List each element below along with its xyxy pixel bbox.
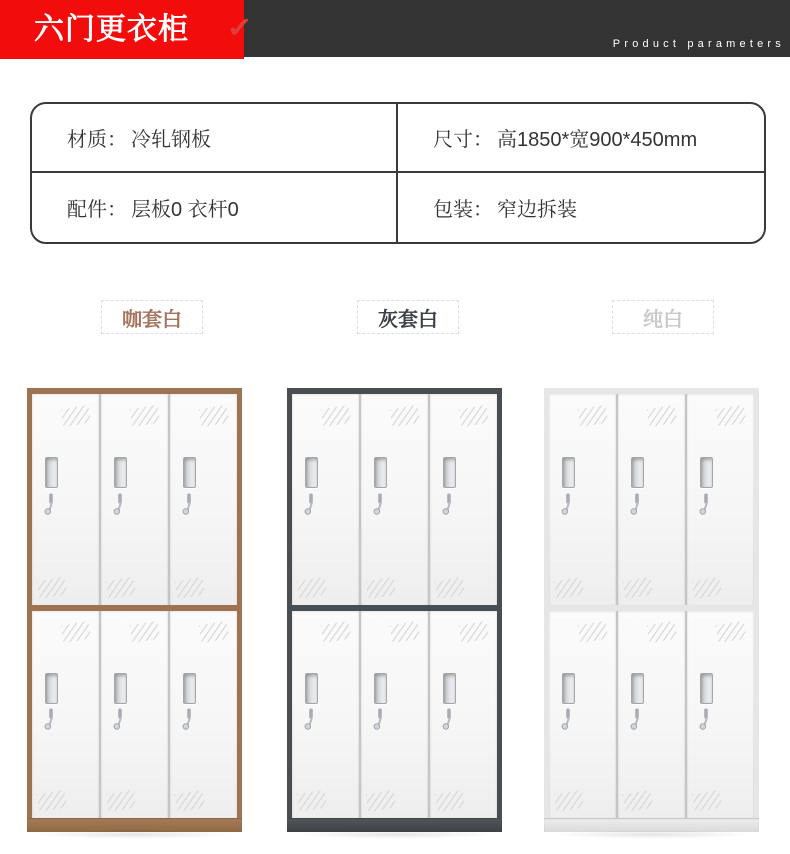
vent-icon — [692, 576, 723, 599]
door-lock-icon — [699, 708, 711, 739]
spec-cell-material — [32, 104, 398, 173]
door-handle-icon — [443, 457, 456, 488]
vent-icon — [175, 576, 206, 599]
door-handle-icon — [45, 457, 58, 488]
door-handle-icon — [374, 673, 387, 704]
vent-icon — [61, 621, 92, 644]
color-option-grey-white[interactable]: 灰套白 — [357, 300, 459, 334]
spec-label: 材质： — [67, 129, 127, 151]
door-handle-icon — [700, 457, 713, 488]
locker-door — [430, 394, 497, 605]
locker-base — [287, 818, 502, 832]
door-handle-icon — [562, 457, 575, 488]
door-lock-icon — [44, 493, 56, 524]
door-handle-icon — [114, 457, 127, 488]
door-lock-icon — [373, 708, 385, 739]
vent-icon — [199, 621, 230, 644]
spec-table — [30, 102, 766, 244]
spec-label: 配件： — [67, 199, 127, 221]
locker-door — [32, 394, 99, 605]
vent-icon — [578, 621, 609, 644]
locker-door — [292, 394, 359, 605]
door-lock-icon — [442, 493, 454, 524]
vent-icon — [366, 576, 397, 599]
locker-upper-section — [292, 394, 497, 605]
door-lock-icon — [113, 708, 125, 739]
vent-icon — [37, 576, 68, 599]
locker-door — [687, 611, 754, 818]
door-handle-icon — [183, 673, 196, 704]
color-option-pure-white[interactable]: 纯白 — [612, 300, 714, 334]
vent-icon — [554, 789, 585, 812]
locker-image-纯白 — [544, 388, 759, 832]
door-lock-icon — [630, 708, 642, 739]
vent-icon — [199, 404, 230, 427]
vent-icon — [106, 789, 137, 812]
door-handle-icon — [631, 457, 644, 488]
door-lock-icon — [44, 708, 56, 739]
door-handle-icon — [443, 673, 456, 704]
vent-icon — [366, 789, 397, 812]
locker-door — [170, 611, 237, 818]
locker-base — [27, 818, 242, 832]
door-handle-icon — [700, 673, 713, 704]
door-handle-icon — [374, 457, 387, 488]
spec-label: 尺寸： — [433, 129, 493, 151]
locker-lower-section — [32, 611, 237, 818]
vent-icon — [130, 404, 161, 427]
vent-icon — [459, 621, 490, 644]
spec-value: 层板0 衣杆0 — [131, 199, 239, 221]
door-lock-icon — [442, 708, 454, 739]
vent-icon — [692, 789, 723, 812]
door-handle-icon — [45, 673, 58, 704]
vent-icon — [623, 576, 654, 599]
vent-icon — [390, 404, 421, 427]
vent-icon — [623, 789, 654, 812]
vent-icon — [321, 404, 352, 427]
door-lock-icon — [373, 493, 385, 524]
door-lock-icon — [304, 493, 316, 524]
locker-door — [101, 611, 168, 818]
header-bar — [244, 0, 790, 57]
locker-door — [430, 611, 497, 818]
spec-value: 窄边拆装 — [497, 199, 577, 221]
vent-icon — [37, 789, 68, 812]
spec-cell-size — [398, 104, 764, 173]
check-arrow-icon: ✓ — [226, 12, 254, 43]
locker-image-咖套白 — [27, 388, 242, 832]
vent-icon — [435, 576, 466, 599]
door-handle-icon — [114, 673, 127, 704]
locker-door — [292, 611, 359, 818]
locker-lower-section — [549, 611, 754, 818]
locker-door — [170, 394, 237, 605]
locker-lower-section — [292, 611, 497, 818]
vent-icon — [61, 404, 92, 427]
door-handle-icon — [562, 673, 575, 704]
vent-icon — [716, 621, 747, 644]
vent-icon — [716, 404, 747, 427]
door-lock-icon — [561, 493, 573, 524]
vent-icon — [297, 576, 328, 599]
vent-icon — [321, 621, 352, 644]
vent-icon — [647, 404, 678, 427]
locker-door — [361, 611, 428, 818]
spec-value: 高1850*宽900*450mm — [497, 129, 698, 151]
locker-base — [544, 818, 759, 832]
category-tab[interactable] — [0, 0, 244, 59]
spec-value: 冷轧钢板 — [131, 129, 211, 151]
door-lock-icon — [699, 493, 711, 524]
door-lock-icon — [304, 708, 316, 739]
locker-upper-section — [32, 394, 237, 605]
locker-door — [361, 394, 428, 605]
locker-door — [32, 611, 99, 818]
door-handle-icon — [305, 673, 318, 704]
door-handle-icon — [631, 673, 644, 704]
spec-cell-accessories — [32, 173, 398, 242]
door-lock-icon — [561, 708, 573, 739]
door-lock-icon — [182, 708, 194, 739]
locker-upper-section — [549, 394, 754, 605]
vent-icon — [459, 404, 490, 427]
vent-icon — [578, 404, 609, 427]
locker-door — [549, 394, 616, 605]
locker-door — [687, 394, 754, 605]
locker-image-灰套白 — [287, 388, 502, 832]
vent-icon — [297, 789, 328, 812]
door-handle-icon — [305, 457, 318, 488]
vent-icon — [435, 789, 466, 812]
door-handle-icon — [183, 457, 196, 488]
locker-door — [618, 394, 685, 605]
locker-door — [618, 611, 685, 818]
vent-icon — [106, 576, 137, 599]
vent-icon — [647, 621, 678, 644]
vent-icon — [175, 789, 206, 812]
spec-cell-packaging — [398, 173, 764, 242]
door-lock-icon — [113, 493, 125, 524]
color-option-coffee-white[interactable]: 咖套白 — [101, 300, 203, 334]
door-lock-icon — [182, 493, 194, 524]
page-title: 六门更衣柜 — [34, 13, 189, 46]
vent-icon — [554, 576, 585, 599]
door-lock-icon — [630, 493, 642, 524]
spec-label: 包装： — [433, 199, 493, 221]
locker-door — [549, 611, 616, 818]
vent-icon — [390, 621, 421, 644]
locker-door — [101, 394, 168, 605]
vent-icon — [130, 621, 161, 644]
product-parameters-label: Product parameters — [612, 38, 785, 50]
